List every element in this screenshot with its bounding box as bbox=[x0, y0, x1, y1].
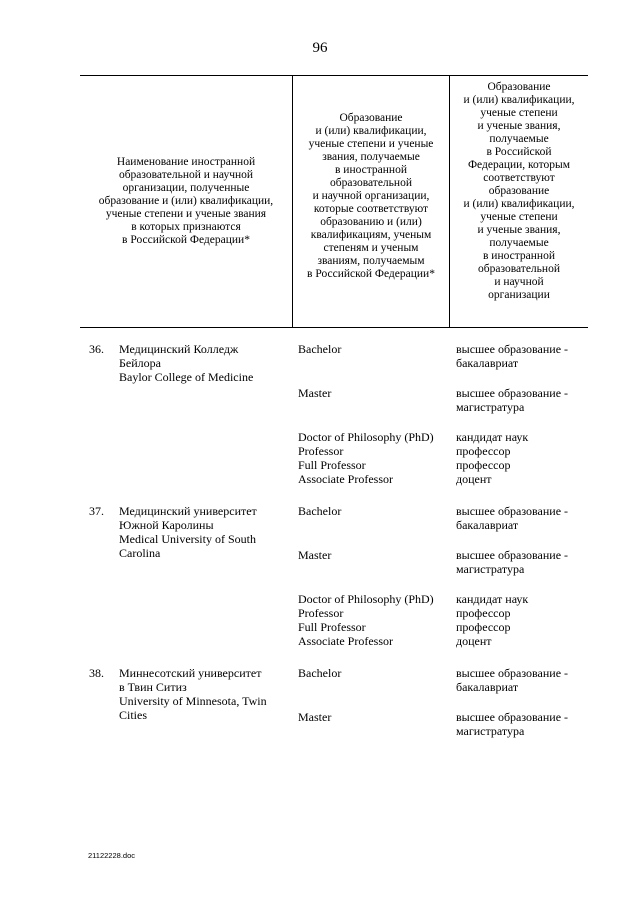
foreign-qualification-line: Professor bbox=[298, 606, 344, 620]
header-line: получаемые bbox=[489, 237, 549, 249]
russian-equivalent-line: высшее образование - bbox=[456, 666, 569, 680]
header-line: соответствуют bbox=[483, 172, 555, 184]
header-foreign-organization bbox=[82, 156, 290, 247]
header-line: организации, полученные bbox=[122, 182, 250, 194]
russian-equivalent-line: кандидат наук bbox=[456, 430, 529, 444]
document-filename: 21122228.doc bbox=[88, 851, 135, 860]
header-line: званиям, получаемым bbox=[317, 255, 425, 267]
foreign-qualification bbox=[298, 666, 341, 680]
russian-equivalent-line: профессор bbox=[456, 444, 511, 458]
header-col-divider-1 bbox=[292, 75, 293, 327]
header-line: образовательной bbox=[478, 263, 560, 275]
organization-name-line: Medical University of South bbox=[119, 532, 256, 546]
header-line: ученые степени bbox=[480, 107, 558, 119]
foreign-qualification-line: Bachelor bbox=[298, 666, 342, 680]
russian-equivalent-line: доцент bbox=[456, 634, 492, 648]
russian-equivalent-line: доцент bbox=[456, 472, 492, 486]
header-line: Образование bbox=[487, 81, 551, 93]
foreign-qualification bbox=[298, 386, 331, 400]
header-line: и ученые звания, bbox=[477, 224, 561, 236]
foreign-qualification-line: Full Professor bbox=[298, 458, 366, 472]
header-line: образованию и (или) bbox=[320, 216, 422, 228]
russian-equivalent bbox=[456, 504, 568, 532]
header-line: ученые степени bbox=[480, 211, 558, 223]
header-line: степеням и ученым bbox=[323, 242, 419, 254]
organization-name-line: Медицинский университет bbox=[119, 504, 257, 518]
foreign-qualification bbox=[298, 504, 341, 518]
russian-equivalent-line: магистратура bbox=[456, 400, 525, 414]
organization-name bbox=[119, 666, 267, 722]
russian-equivalent bbox=[456, 548, 568, 576]
header-line: звания, получаемые bbox=[322, 151, 420, 163]
header-line: и (или) квалификации, bbox=[315, 125, 427, 137]
foreign-qualification bbox=[298, 430, 434, 486]
header-line: в которых признаются bbox=[131, 221, 241, 233]
header-line: ученые степени и ученые bbox=[308, 138, 434, 150]
foreign-qualification-line: Associate Professor bbox=[298, 472, 393, 486]
foreign-qualification-line: Master bbox=[298, 386, 332, 400]
header-line: образовательной и научной bbox=[118, 169, 254, 181]
header-line: и ученые звания, bbox=[477, 120, 561, 132]
organization-name bbox=[119, 342, 253, 384]
header-line: в иностранной bbox=[483, 250, 555, 262]
row-number: 37. bbox=[89, 504, 104, 518]
russian-equivalent-line: профессор bbox=[456, 606, 511, 620]
organization-name-line: в Твин Ситиз bbox=[119, 680, 187, 694]
header-line: Федерации, которым bbox=[467, 159, 571, 171]
header-line: в Российской bbox=[486, 146, 552, 158]
foreign-qualification-line: Full Professor bbox=[298, 620, 366, 634]
header-line: и (или) квалификации, bbox=[463, 198, 575, 210]
organization-name-line: Cities bbox=[119, 708, 148, 722]
page-number: 96 bbox=[312, 40, 328, 56]
foreign-qualification bbox=[298, 592, 434, 648]
foreign-qualification-line: Bachelor bbox=[298, 342, 342, 356]
organization-name-line: University of Minnesota, Twin bbox=[119, 694, 267, 708]
organization-name-line: Baylor College of Medicine bbox=[119, 370, 254, 384]
organization-name-line: Бейлора bbox=[119, 356, 161, 370]
header-line: и научной организации, bbox=[312, 190, 430, 202]
russian-equivalent-line: кандидат наук bbox=[456, 592, 529, 606]
header-line: квалификациям, ученым bbox=[310, 229, 432, 241]
russian-equivalent bbox=[456, 430, 528, 486]
organization-name bbox=[119, 504, 257, 560]
russian-equivalent-line: профессор bbox=[456, 620, 511, 634]
foreign-qualification bbox=[298, 342, 341, 356]
header-line: организации bbox=[488, 289, 550, 301]
russian-equivalent bbox=[456, 710, 568, 738]
organization-name-line: Южной Каролины bbox=[119, 518, 214, 532]
russian-equivalent-line: высшее образование - bbox=[456, 504, 569, 518]
header-line: в Российской Федерации* bbox=[307, 268, 435, 280]
header-line: и (или) квалификации, bbox=[463, 94, 575, 106]
russian-equivalent-line: магистратура bbox=[456, 562, 525, 576]
russian-equivalent bbox=[456, 666, 568, 694]
organization-name-line: Миннесотский университет bbox=[119, 666, 262, 680]
header-line: и научной bbox=[494, 276, 544, 288]
header-line: ученые степени и ученые звания bbox=[105, 208, 267, 220]
row-number: 36. bbox=[89, 342, 104, 356]
foreign-qualification-line: Master bbox=[298, 548, 332, 562]
header-line: образование и (или) квалификации, bbox=[98, 195, 274, 207]
russian-equivalent-line: бакалавриат bbox=[456, 356, 519, 370]
foreign-qualification-line: Associate Professor bbox=[298, 634, 393, 648]
header-line: Образование bbox=[339, 112, 403, 124]
header-line: образовательной bbox=[330, 177, 412, 189]
foreign-qualification-line: Professor bbox=[298, 444, 344, 458]
header-col-divider-2 bbox=[449, 75, 450, 327]
russian-equivalent bbox=[456, 386, 568, 414]
header-foreign-qualification bbox=[294, 112, 448, 281]
russian-equivalent-line: высшее образование - bbox=[456, 548, 569, 562]
header-line: которые соответствуют bbox=[313, 203, 429, 215]
header-line: образование bbox=[488, 185, 550, 197]
header-russian-equivalent bbox=[451, 81, 587, 302]
organization-name-line: Медицинский Колледж bbox=[119, 342, 239, 356]
russian-equivalent-line: бакалавриат bbox=[456, 680, 519, 694]
russian-equivalent-line: профессор bbox=[456, 458, 511, 472]
header-line: получаемые bbox=[489, 133, 549, 145]
russian-equivalent-line: высшее образование - bbox=[456, 710, 569, 724]
header-line: в иностранной bbox=[335, 164, 407, 176]
foreign-qualification bbox=[298, 548, 331, 562]
row-number: 38. bbox=[89, 666, 104, 680]
foreign-qualification bbox=[298, 710, 331, 724]
organization-name-line: Carolina bbox=[119, 546, 161, 560]
russian-equivalent-line: высшее образование - bbox=[456, 342, 569, 356]
foreign-qualification-line: Master bbox=[298, 710, 332, 724]
russian-equivalent-line: высшее образование - bbox=[456, 386, 569, 400]
table-top-rule bbox=[80, 75, 588, 76]
header-line: Наименование иностранной bbox=[116, 156, 256, 168]
header-line: в Российской Федерации* bbox=[122, 234, 250, 246]
foreign-qualification-line: Doctor of Philosophy (PhD) bbox=[298, 430, 434, 444]
foreign-qualification-line: Doctor of Philosophy (PhD) bbox=[298, 592, 434, 606]
russian-equivalent bbox=[456, 592, 528, 648]
header-bottom-rule bbox=[80, 327, 588, 328]
foreign-qualification-line: Bachelor bbox=[298, 504, 342, 518]
russian-equivalent-line: магистратура bbox=[456, 724, 525, 738]
russian-equivalent bbox=[456, 342, 568, 370]
russian-equivalent-line: бакалавриат bbox=[456, 518, 519, 532]
